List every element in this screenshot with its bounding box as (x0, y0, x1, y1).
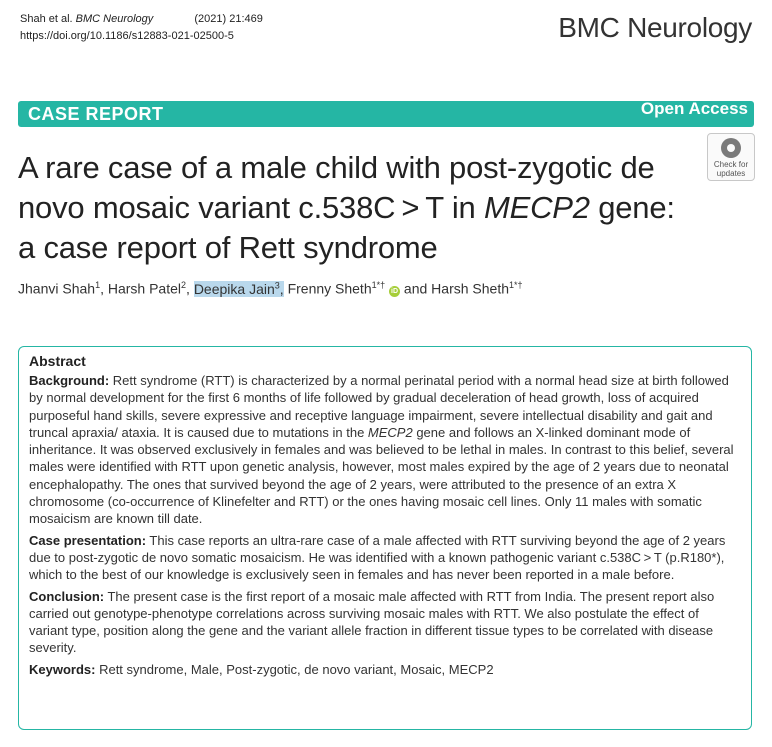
check-updates-line1: Check for (713, 160, 749, 169)
orcid-icon[interactable]: iD (391, 287, 399, 295)
conclusion-label: Conclusion: (29, 588, 105, 604)
citation-header (20, 11, 283, 45)
open-access-label: Open Access (640, 99, 748, 118)
keywords-text: Rett syndrome, Male, Post-zygotic, de novo variant, Mosaic, MECP2 (95, 661, 494, 677)
background-gene: MECP2 (367, 424, 413, 440)
author-3-aff: 3 (274, 280, 280, 290)
citation-volume: (2021) 21:469 (194, 13, 263, 25)
author-5[interactable]: Harsh Sheth (431, 280, 509, 297)
background-label: Background: (29, 373, 110, 388)
article-type-label: CASE REPORT (28, 104, 164, 124)
check-for-updates-button[interactable] (707, 133, 755, 181)
abstract-background (29, 372, 741, 528)
citation-authors (20, 13, 153, 25)
author-4-aff: 1*† (371, 280, 386, 290)
author-5-aff: 1*† (509, 280, 523, 290)
abstract-conclusion (29, 588, 741, 657)
author-2-aff: 2 (181, 280, 187, 290)
case-label: Case presentation: (29, 532, 147, 548)
abstract-keywords (29, 661, 741, 678)
case-text: This case reports an ultra-rare case of a male affected with RTT surviving beyond the age of 2 years due to post-zygotic de novo somatic mosaicism. He was identified with a known pathogenic variant c.538C > T (p.R180*), which to the best of our knowledge is exclusively seen in females and has never been reported in a male before. (29, 532, 726, 583)
journal-name: BMC Neurology (558, 12, 752, 43)
author-separator: , (100, 280, 108, 297)
author-2[interactable]: Harsh Patel (107, 280, 182, 297)
author-1[interactable]: Jhanvi Shah (18, 280, 96, 297)
author-3-first: Deepika (193, 280, 246, 297)
check-updates-icon (721, 138, 741, 158)
citation-journal: BMC Neurology (75, 13, 154, 25)
title-part1: A rare case of a male child with post-zygotic de novo mosaic variant c.538C > T in (18, 150, 655, 225)
abstract-case (29, 532, 741, 584)
author-and: and (400, 280, 432, 297)
keywords-label: Keywords: (29, 661, 96, 677)
author-separator: , (186, 280, 194, 297)
check-updates-line2: updates (716, 169, 746, 178)
article-type-banner (18, 101, 754, 127)
title-part2: gene: a case report of Rett syndrome (18, 190, 675, 265)
author-4[interactable]: Frenny Sheth (287, 280, 372, 297)
author-1-aff: 1 (95, 280, 101, 290)
background-text-1: Rett syndrome (RTT) is characterized by a normal perinatal period with a normal head size at birth followed by normal development for the first 6 months of life followed by gradual deceleration of head growth, loss of acquired purposeful hand skills, severe expressive and receptive language impairment, severe intellectual disability and gait and truncal apraxia/ ataxia. It is caused due to mutations in the (29, 373, 729, 440)
author-3[interactable]: Deepika Jain$^3$, (193, 280, 284, 297)
abstract-heading: Abstract (29, 353, 86, 369)
author-list (18, 280, 523, 297)
title-gene: MECP2 (483, 190, 590, 225)
background-text-2: gene and follows an X-linked dominant mode of inheritance. It was observed exclusively in females and was believed to be lethal in males. In contrast to this belief, several males were identified with RTT upon genetic analysis, however, most males expired by the age of 2 years due to neonatal encephalopathy. The ones that survived beyond the age of 2 years, were attributed to the presence of an extra X chromosome (co-occurrence of Klinefelter and RTT) or the ones having mosaic cell lines. Only 11 males with somatic mosaicism are known till date. (29, 424, 734, 527)
citation-line (20, 11, 283, 28)
article-title (18, 148, 698, 268)
conclusion-text: The present case is the first report of a mosaic male affected with RTT from India. The present report also carried out genotype-phenotype correlations across surviving mosaic males with RTT. We also postulate the effect of variant type, position along the gene and the variant allele fraction in different tissue types to be correlated with disease severity. (29, 588, 715, 656)
author-3-last: Jain (249, 280, 275, 297)
abstract-box (18, 346, 752, 730)
doi-link[interactable]: https://doi.org/10.1186/s12883-021-02500-5 (20, 30, 234, 42)
citation-authors-text: Shah et al. (20, 13, 76, 25)
